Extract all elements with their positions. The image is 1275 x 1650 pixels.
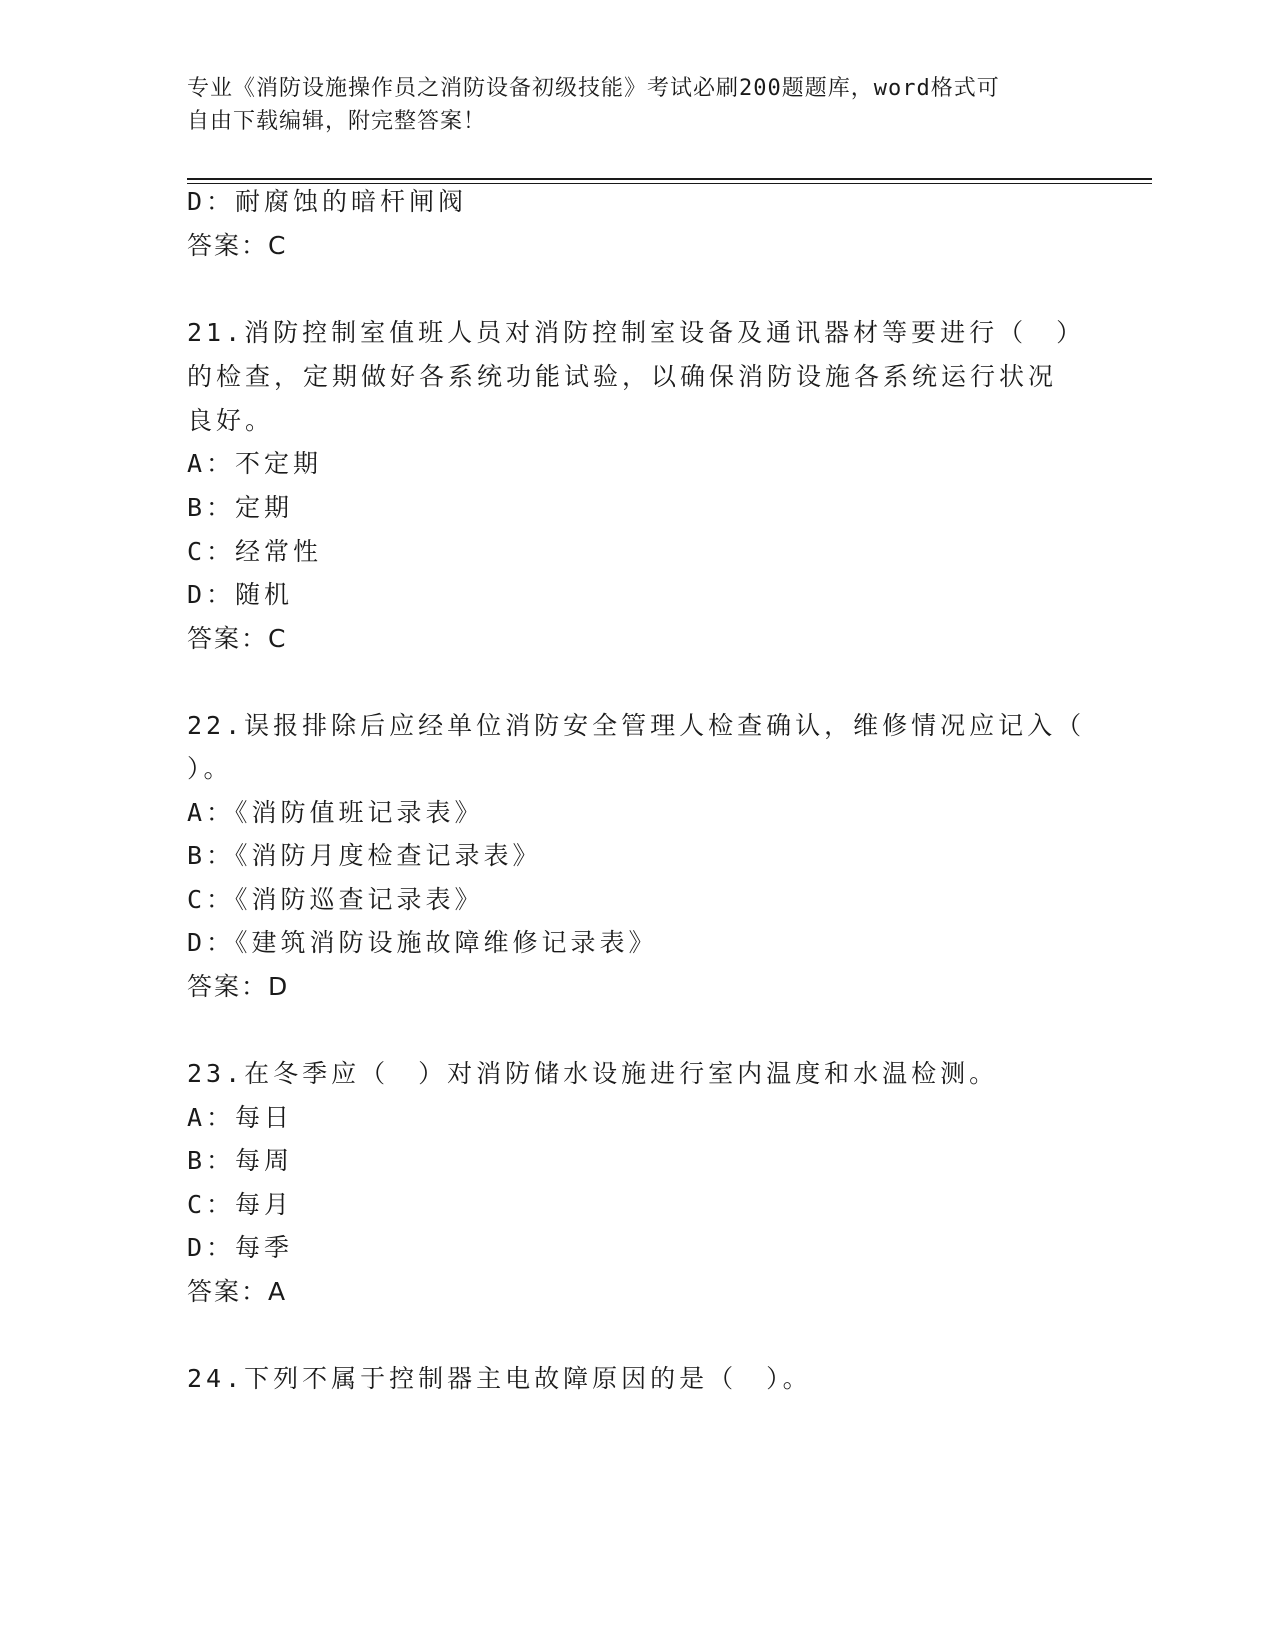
- q23-option-b: B：每周: [187, 1146, 294, 1175]
- q22-option-d: D：《建筑消防设施故障维修记录表》: [187, 928, 658, 957]
- q22-option-a: A：《消防值班记录表》: [187, 798, 484, 827]
- q23-option-d: D：每季: [187, 1233, 294, 1262]
- document-header: [187, 72, 1067, 138]
- q22-answer: 答案：D: [187, 972, 290, 1001]
- q21-answer: 答案：C: [187, 624, 288, 653]
- q21-option-b: B：定期: [187, 493, 294, 522]
- q21-text-line-3: 良好。: [187, 406, 275, 435]
- header-line-1: 专业《消防设施操作员之消防设备初级技能》考试必刷200题题库，word格式可: [187, 76, 1000, 101]
- q23-option-a: A：每日: [187, 1103, 294, 1132]
- header-divider-thick: [187, 178, 1152, 180]
- q21-option-c: C：经常性: [187, 537, 323, 566]
- header-divider-thin: [187, 183, 1152, 184]
- q23-answer: 答案：A: [187, 1277, 288, 1306]
- q22-option-c: C：《消防巡查记录表》: [187, 885, 484, 914]
- q21-option-d: D：随机: [187, 580, 294, 609]
- header-line-2: 自由下载编辑，附完整答案！: [187, 109, 487, 134]
- q22-text-line-2: ）。: [187, 754, 233, 783]
- q21-option-a: A：不定期: [187, 449, 323, 478]
- q22-option-b: B：《消防月度检查记录表》: [187, 841, 542, 870]
- prev-answer: 答案：C: [187, 231, 288, 260]
- q21-text-line-2: 的检查，定期做好各系统功能试验，以确保消防设施各系统运行状况: [187, 362, 1058, 391]
- q21-text-line-1: 21.消防控制室值班人员对消防控制室设备及通讯器材等要进行（ ）: [187, 318, 1086, 347]
- q23-text-line-1: 23.在冬季应（ ）对消防储水设施进行室内温度和水温检测。: [187, 1059, 999, 1088]
- q22-text-line-1: 22.误报排除后应经单位消防安全管理人检查确认，维修情况应记入（: [187, 711, 1086, 740]
- q24-text-line-1: 24.下列不属于控制器主电故障原因的是（ ）。: [187, 1364, 812, 1393]
- q23-option-c: C：每月: [187, 1190, 294, 1219]
- prev-option-d: D：耐腐蚀的暗杆闸阀: [187, 187, 468, 216]
